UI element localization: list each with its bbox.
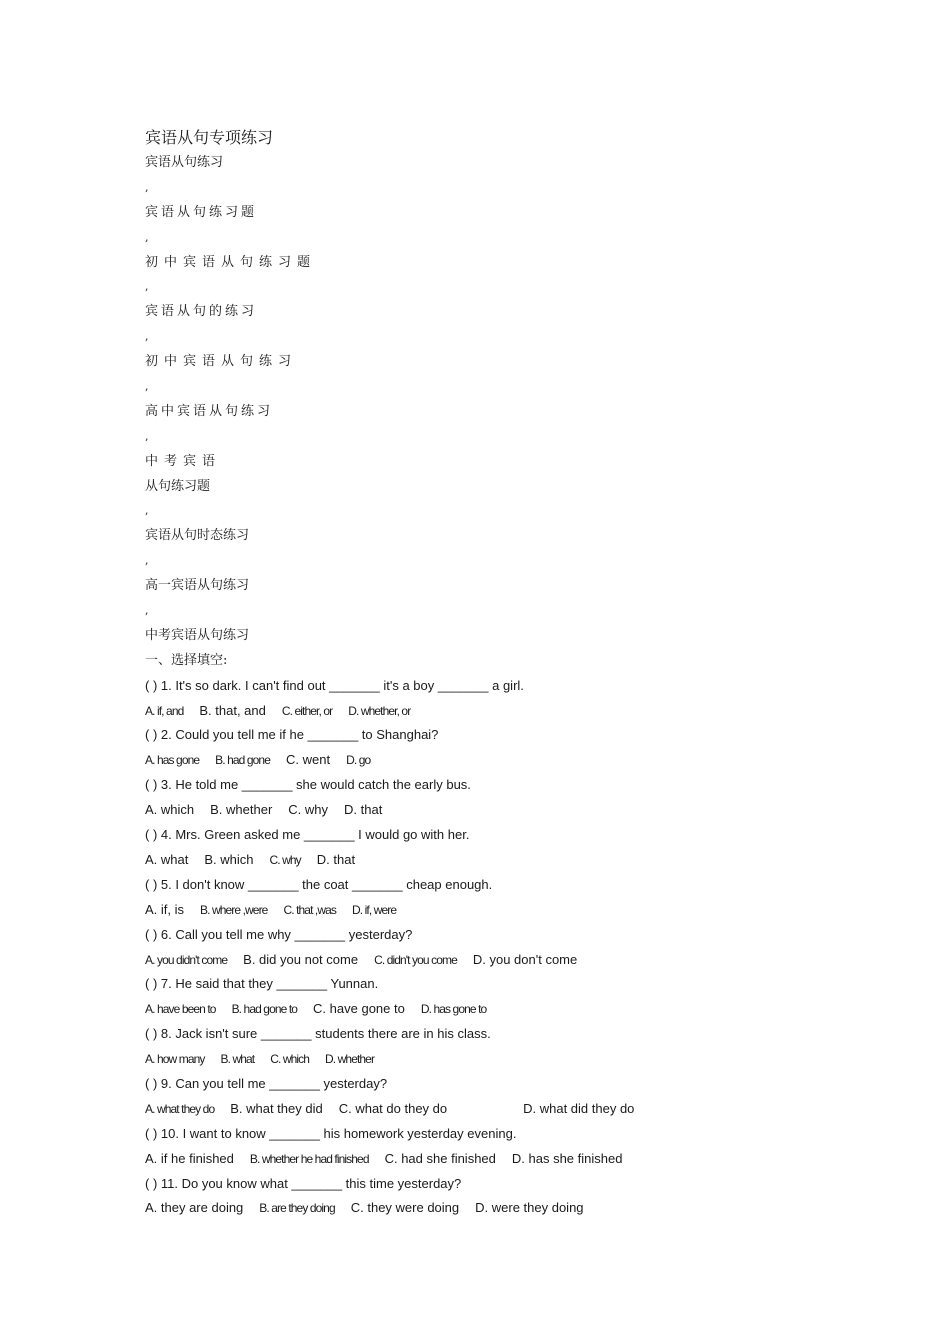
answer-option: C. that ,was [283,902,337,917]
document-body [145,125,845,1221]
question-stem: ( ) 10. I want to know _______ his homework yesterday evening. [145,1125,517,1141]
answer-option: A. has gone [145,753,200,768]
answer-option: A. what they do [145,1101,215,1116]
question-stem: ( ) 6. Call you tell me why _______ yesterday? [145,926,413,942]
answer-option: C. didn't you come [374,952,457,967]
keyword-line: 高中宾语从句练习 [145,403,274,419]
keyword-separator: , [145,604,149,618]
question-stem: ( ) 7. He said that they _______ Yunnan. [145,976,379,992]
answer-option: C. either, or [281,703,333,718]
answer-option: D. has she finished [511,1150,623,1166]
question-options [145,748,845,773]
answer-option: C. why [269,852,301,867]
question-stem: ( ) 11. Do you know what _______ this time yesterday? [145,1175,462,1191]
answer-option: B. did you not come [243,951,359,967]
keyword-line: 宾语从句练习题 [145,204,258,220]
answer-option: D. that [344,802,383,818]
question-stem: ( ) 5. I don't know _______ the coat _______ cheap enough. [145,876,493,892]
answer-option: B. had gone [215,753,270,768]
answer-option: A. if, and [145,703,184,718]
keyword-line: 中考宾语从句练习 [145,627,250,643]
answer-option: A. they are doing [145,1200,244,1216]
answer-option: D. what did they do [523,1100,635,1116]
answer-option: B. what [220,1052,255,1067]
answer-option: C. went [285,752,331,768]
keyword-line: 初中宾语从句练习题 [145,254,317,270]
question-stem: ( ) 8. Jack isn't sure _______ students there are in his class. [145,1026,491,1042]
answer-option: C. why [288,802,329,818]
answer-option: B. which [204,851,254,867]
keyword-list [145,151,845,649]
answer-option: B. what they did [230,1100,323,1116]
question-list [145,674,845,1222]
answer-option: B. whether [210,802,273,818]
question-options [145,898,845,923]
question-stem: ( ) 3. He told me _______ she would catch the early bus. [145,777,471,793]
keyword-line: 宾语从句时态练习 [145,528,250,544]
answer-option: D. whether, or [348,703,411,718]
answer-option: A. you didn't come [145,952,228,967]
answer-option: B. had gone to [231,1002,298,1017]
question-options [145,1097,845,1122]
question-options [145,848,845,873]
keyword-line: 宾语从句练习 [145,155,224,170]
keyword-separator: , [145,554,149,568]
answer-option: A. have been to [145,1002,216,1017]
keyword-separator: , [145,230,149,244]
question-stem: ( ) 2. Could you tell me if he _______ to Shanghai? [145,727,439,743]
answer-option: C. they were doing [350,1200,460,1216]
keyword-separator: , [145,180,149,194]
question-options [145,1196,845,1221]
keyword-line: 中考宾语 [145,453,222,469]
answer-option: B. that, and [199,702,266,718]
answer-option: C. which [270,1052,310,1067]
keyword-separator: , [145,504,149,518]
answer-option: A. which [145,802,195,818]
question-options [145,1047,845,1072]
question-options [145,1147,845,1172]
keyword-line: 从句练习题 [145,478,211,494]
question-options [145,997,845,1022]
question-options [145,699,845,724]
answer-option: B. are they doing [259,1201,335,1216]
keyword-line: 高一宾语从句练习 [145,578,250,594]
keyword-separator: , [145,380,149,394]
question-stem: ( ) 9. Can you tell me _______ yesterday? [145,1075,388,1091]
question-stem: ( ) 1. It's so dark. I can't find out _______ it's a boy _______ a girl. [145,677,524,693]
answer-option: D. if, were [352,902,397,917]
answer-option: C. had she finished [384,1150,496,1166]
keyword-separator: , [145,330,149,344]
answer-option: C. what do they do [338,1100,448,1116]
answer-option: A. if he finished [145,1150,234,1166]
answer-option: D. you don't come [472,951,578,967]
keyword-line: 宾语从句的练习 [145,304,258,320]
answer-option: D. were they doing [475,1200,584,1216]
answer-option: B. where ,were [200,902,268,917]
keyword-separator: , [145,429,149,443]
keyword-line: 初中宾语从句练习 [145,354,298,370]
answer-option: D. whether [325,1052,375,1067]
section-heading: 一、选择填空: [145,652,228,668]
question-options [145,948,845,973]
answer-option: D. that [316,851,356,867]
answer-option: A. how many [145,1052,205,1067]
document-title: 宾语从句专项练习 [145,128,274,147]
answer-option: D. go [346,753,371,768]
question-options [145,798,845,823]
answer-option: A. what [145,851,189,867]
answer-option: B. whether he had finished [249,1151,369,1166]
answer-option: A. if, is [145,901,185,917]
keyword-separator: , [145,280,149,294]
question-stem: ( ) 4. Mrs. Green asked me _______ I would go with her. [145,827,470,843]
answer-option: C. have gone to [313,1001,405,1017]
answer-option: D. has gone to [420,1002,487,1017]
